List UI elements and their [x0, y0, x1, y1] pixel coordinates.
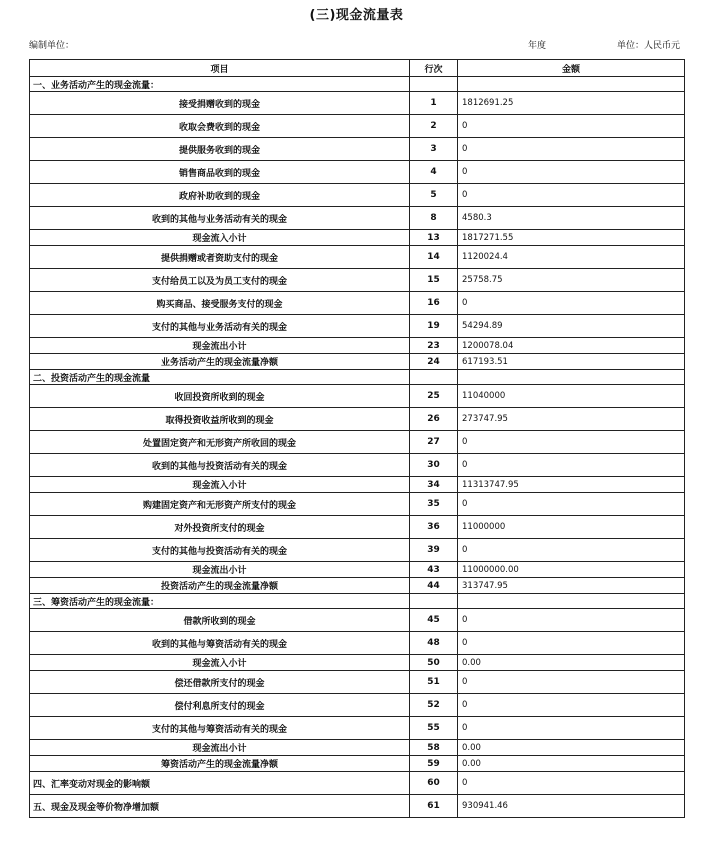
- table-row: [30, 115, 685, 138]
- table-row: [30, 354, 685, 370]
- table-row: [30, 269, 685, 292]
- row-line-number: 51: [410, 671, 458, 694]
- row-line-number: 14: [410, 246, 458, 269]
- table-row: [30, 516, 685, 539]
- row-item-label: 政府补助收到的现金: [30, 184, 410, 207]
- row-line-number: 44: [410, 578, 458, 594]
- row-line-number: 25: [410, 385, 458, 408]
- row-item-label: 支付的其他与筹资活动有关的现金: [30, 717, 410, 740]
- row-line-number: 59: [410, 756, 458, 772]
- row-line-number: 55: [410, 717, 458, 740]
- row-amount: 0: [458, 292, 685, 315]
- row-line-number: 2: [410, 115, 458, 138]
- table-row: [30, 161, 685, 184]
- row-item-label: 筹资活动产生的现金流量净额: [30, 756, 410, 772]
- cash-flow-table: [29, 59, 685, 818]
- row-item-label: 销售商品收到的现金: [30, 161, 410, 184]
- row-amount: 0: [458, 493, 685, 516]
- table-row: [30, 184, 685, 207]
- row-line-number: 45: [410, 609, 458, 632]
- table-row: [30, 431, 685, 454]
- row-item-label: 支付的其他与业务活动有关的现金: [30, 315, 410, 338]
- row-line-number: 50: [410, 655, 458, 671]
- row-item-label: 现金流出小计: [30, 338, 410, 354]
- row-line-number: 23: [410, 338, 458, 354]
- row-line-number: 35: [410, 493, 458, 516]
- row-item-label: 收到的其他与业务活动有关的现金: [30, 207, 410, 230]
- row-amount: 0: [458, 454, 685, 477]
- row-line-number: [410, 77, 458, 92]
- table-row: [30, 230, 685, 246]
- row-item-label: 收到的其他与投资活动有关的现金: [30, 454, 410, 477]
- row-item-label: 对外投资所支付的现金: [30, 516, 410, 539]
- table-row: [30, 315, 685, 338]
- row-amount: [458, 77, 685, 92]
- table-row: [30, 717, 685, 740]
- table-row: [30, 207, 685, 230]
- table-row: [30, 92, 685, 115]
- row-item-label: 五、现金及现金等价物净增加额: [30, 795, 410, 818]
- row-item-label: 偿还借款所支付的现金: [30, 671, 410, 694]
- table-row: [30, 756, 685, 772]
- row-amount: 11000000: [458, 516, 685, 539]
- org-label: 编制单位：: [29, 41, 75, 51]
- row-line-number: 48: [410, 632, 458, 655]
- row-item-label: 现金流出小计: [30, 740, 410, 756]
- row-item-label: 现金流出小计: [30, 562, 410, 578]
- row-line-number: 34: [410, 477, 458, 493]
- section-row: [30, 772, 685, 795]
- row-line-number: [410, 594, 458, 609]
- row-amount: 0: [458, 161, 685, 184]
- row-line-number: 52: [410, 694, 458, 717]
- row-item-label: 收回投资所收到的现金: [30, 385, 410, 408]
- row-amount: 0: [458, 539, 685, 562]
- col-header-item: 项目: [30, 60, 410, 77]
- table-row: [30, 578, 685, 594]
- row-amount: 4580.3: [458, 207, 685, 230]
- table-row: [30, 138, 685, 161]
- row-line-number: 13: [410, 230, 458, 246]
- row-line-number: 27: [410, 431, 458, 454]
- row-item-label: 四、汇率变动对现金的影响额: [30, 772, 410, 795]
- row-amount: 1812691.25: [458, 92, 685, 115]
- row-item-label: 收到的其他与筹资活动有关的现金: [30, 632, 410, 655]
- col-header-line: 行次: [410, 60, 458, 77]
- table-row: [30, 292, 685, 315]
- row-line-number: 3: [410, 138, 458, 161]
- year-label: 年度: [528, 41, 547, 51]
- table-row: [30, 493, 685, 516]
- row-amount: [458, 594, 685, 609]
- table-row: [30, 562, 685, 578]
- row-amount: [458, 370, 685, 385]
- section-row: [30, 370, 685, 385]
- currency-label: 单位：人民币元: [617, 41, 681, 51]
- row-amount: 0: [458, 772, 685, 795]
- row-amount: 0: [458, 431, 685, 454]
- row-line-number: 24: [410, 354, 458, 370]
- row-line-number: 36: [410, 516, 458, 539]
- row-item-label: 提供捐赠或者资助支付的现金: [30, 246, 410, 269]
- row-amount: 0.00: [458, 740, 685, 756]
- row-amount: 0: [458, 609, 685, 632]
- row-amount: 0: [458, 632, 685, 655]
- row-amount: 930941.46: [458, 795, 685, 818]
- page-title: (三)现金流量表: [309, 8, 404, 23]
- row-item-label: 购买商品、接受服务支付的现金: [30, 292, 410, 315]
- row-item-label: 一、业务活动产生的现金流量：: [30, 77, 410, 92]
- row-item-label: 支付的其他与投资活动有关的现金: [30, 539, 410, 562]
- row-amount: 0: [458, 717, 685, 740]
- row-item-label: 购建固定资产和无形资产所支付的现金: [30, 493, 410, 516]
- row-line-number: 39: [410, 539, 458, 562]
- col-header-amount: 金额: [458, 60, 685, 77]
- row-item-label: 取得投资收益所收到的现金: [30, 408, 410, 431]
- row-item-label: 现金流入小计: [30, 230, 410, 246]
- table-row: [30, 539, 685, 562]
- row-amount: 0: [458, 115, 685, 138]
- row-amount: 0: [458, 694, 685, 717]
- row-item-label: 投资活动产生的现金流量净额: [30, 578, 410, 594]
- row-line-number: 8: [410, 207, 458, 230]
- row-line-number: 1: [410, 92, 458, 115]
- table-row: [30, 655, 685, 671]
- row-item-label: 支付给员工以及为员工支付的现金: [30, 269, 410, 292]
- row-item-label: 提供服务收到的现金: [30, 138, 410, 161]
- row-amount: 11313747.95: [458, 477, 685, 493]
- table-header-row: [30, 60, 685, 77]
- row-amount: 11040000: [458, 385, 685, 408]
- table-row: [30, 740, 685, 756]
- table-row: [30, 408, 685, 431]
- row-line-number: 61: [410, 795, 458, 818]
- row-amount: 1817271.55: [458, 230, 685, 246]
- row-item-label: 现金流入小计: [30, 655, 410, 671]
- table-row: [30, 385, 685, 408]
- row-item-label: 业务活动产生的现金流量净额: [30, 354, 410, 370]
- row-line-number: 5: [410, 184, 458, 207]
- section-row: [30, 594, 685, 609]
- row-amount: 0.00: [458, 756, 685, 772]
- table-row: [30, 246, 685, 269]
- row-amount: 11000000.00: [458, 562, 685, 578]
- row-amount: 0: [458, 138, 685, 161]
- row-amount: 1120024.4: [458, 246, 685, 269]
- row-amount: 273747.95: [458, 408, 685, 431]
- row-amount: 617193.51: [458, 354, 685, 370]
- row-amount: 0: [458, 184, 685, 207]
- row-line-number: 16: [410, 292, 458, 315]
- row-item-label: 现金流入小计: [30, 477, 410, 493]
- row-amount: 54294.89: [458, 315, 685, 338]
- table-row: [30, 609, 685, 632]
- row-amount: 1200078.04: [458, 338, 685, 354]
- row-item-label: 接受捐赠收到的现金: [30, 92, 410, 115]
- row-line-number: 4: [410, 161, 458, 184]
- row-line-number: 30: [410, 454, 458, 477]
- table-row: [30, 632, 685, 655]
- row-line-number: 58: [410, 740, 458, 756]
- row-line-number: 60: [410, 772, 458, 795]
- row-item-label: 二、投资活动产生的现金流量: [30, 370, 410, 385]
- row-item-label: 偿付利息所支付的现金: [30, 694, 410, 717]
- row-item-label: 三、筹资活动产生的现金流量：: [30, 594, 410, 609]
- table-row: [30, 338, 685, 354]
- row-line-number: 15: [410, 269, 458, 292]
- row-amount: 0.00: [458, 655, 685, 671]
- row-line-number: 19: [410, 315, 458, 338]
- row-amount: 0: [458, 671, 685, 694]
- table-row: [30, 454, 685, 477]
- row-item-label: 借款所收到的现金: [30, 609, 410, 632]
- row-item-label: 处置固定资产和无形资产所收回的现金: [30, 431, 410, 454]
- table-row: [30, 671, 685, 694]
- row-line-number: 26: [410, 408, 458, 431]
- row-amount: 313747.95: [458, 578, 685, 594]
- row-item-label: 收取会费收到的现金: [30, 115, 410, 138]
- section-row: [30, 77, 685, 92]
- table-row: [30, 694, 685, 717]
- row-line-number: 43: [410, 562, 458, 578]
- section-row: [30, 795, 685, 818]
- row-line-number: [410, 370, 458, 385]
- table-row: [30, 477, 685, 493]
- row-amount: 25758.75: [458, 269, 685, 292]
